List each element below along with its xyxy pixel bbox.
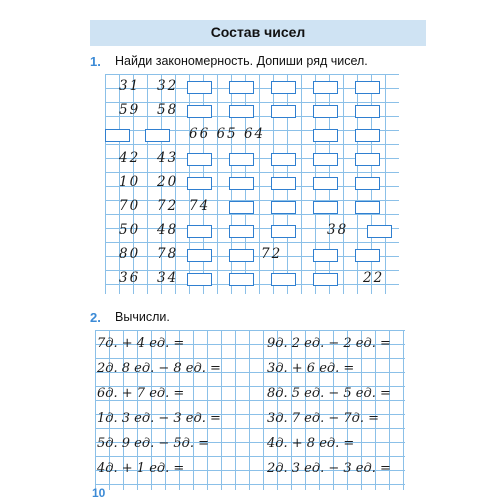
answer-box[interactable] (187, 177, 212, 190)
sequence-row (105, 198, 399, 220)
seq-value: 48 (157, 222, 179, 238)
answer-box[interactable] (355, 201, 380, 214)
sequence-row (105, 102, 399, 124)
seq-value: 78 (157, 246, 179, 262)
expression: 5д. 9 ед. − 5д. = (97, 436, 210, 451)
seq-value: 70 (119, 198, 141, 214)
answer-box[interactable] (187, 81, 212, 94)
answer-box[interactable] (271, 273, 296, 286)
sequence-row (105, 246, 399, 268)
answer-box[interactable] (271, 81, 296, 94)
expression: 6д. + 7 ед. = (97, 386, 185, 401)
answer-box[interactable] (105, 129, 130, 142)
expression: 8д. 5 ед. − 5 ед. = (267, 386, 391, 401)
sequence-row (105, 150, 399, 172)
seq-value: 31 (119, 78, 141, 94)
answer-box[interactable] (313, 153, 338, 166)
seq-value: 50 (119, 222, 141, 238)
answer-box[interactable] (355, 153, 380, 166)
seq-value: 32 (157, 78, 179, 94)
answer-box[interactable] (187, 249, 212, 262)
answer-box[interactable] (271, 201, 296, 214)
answer-box[interactable] (187, 225, 212, 238)
seq-value: 10 (119, 174, 141, 190)
seq-value: 72 (157, 198, 179, 214)
answer-box[interactable] (229, 177, 254, 190)
answer-box[interactable] (355, 129, 380, 142)
seq-value: 59 (119, 102, 141, 118)
seq-value: 66 65 64 (189, 126, 266, 142)
expression: 1д. 3 ед. − 3 ед. = (97, 411, 221, 426)
expression: 3д. + 6 ед. = (267, 361, 355, 376)
answer-box[interactable] (313, 81, 338, 94)
answer-box[interactable] (271, 105, 296, 118)
expression: 4д. + 8 ед. = (267, 436, 355, 451)
answer-box[interactable] (313, 249, 338, 262)
answer-box[interactable] (355, 81, 380, 94)
seq-value: 22 (363, 270, 385, 286)
expression: 2д. 3 ед. − 3 ед. = (267, 461, 391, 476)
expression: 7д. + 4 ед. = (97, 336, 185, 351)
seq-value: 72 (261, 246, 283, 262)
seq-value: 20 (157, 174, 179, 190)
answer-box[interactable] (313, 129, 338, 142)
answer-box[interactable] (271, 225, 296, 238)
answer-box[interactable] (313, 273, 338, 286)
seq-value: 42 (119, 150, 141, 166)
seq-value: 58 (157, 102, 179, 118)
answer-box[interactable] (229, 273, 254, 286)
expression: 3д. 7 ед. − 7д. = (267, 411, 380, 426)
seq-value: 38 (327, 222, 349, 238)
expression: 2д. 8 ед. − 8 ед. = (97, 361, 221, 376)
expression: 9д. 2 ед. − 2 ед. = (267, 336, 391, 351)
sequence-row (105, 78, 399, 100)
answer-box[interactable] (313, 201, 338, 214)
task-1-grid (105, 74, 399, 294)
section-header (90, 20, 426, 46)
answer-box[interactable] (229, 201, 254, 214)
sequence-row (105, 126, 399, 148)
seq-value: 34 (157, 270, 179, 286)
answer-box[interactable] (229, 81, 254, 94)
answer-box[interactable] (229, 249, 254, 262)
answer-box[interactable] (229, 105, 254, 118)
seq-value: 36 (119, 270, 141, 286)
section-title: Состав чисел (210, 24, 306, 40)
answer-box[interactable] (313, 105, 338, 118)
sequence-row (105, 270, 399, 292)
seq-value: 80 (119, 246, 141, 262)
task-2-number: 2. (90, 310, 101, 325)
answer-box[interactable] (271, 177, 296, 190)
sequence-row (105, 174, 399, 196)
task-1-instruction: Найди закономерность. Допиши ряд чисел. (115, 54, 368, 68)
task-1-number: 1. (90, 54, 101, 69)
page-number: 10 (92, 486, 106, 500)
answer-box[interactable] (313, 177, 338, 190)
seq-value: 74 (189, 198, 211, 214)
answer-box[interactable] (229, 225, 254, 238)
answer-box[interactable] (187, 105, 212, 118)
answer-box[interactable] (355, 105, 380, 118)
task-2-grid (95, 330, 405, 490)
seq-value: 43 (157, 150, 179, 166)
answer-box[interactable] (271, 153, 296, 166)
answer-box[interactable] (187, 153, 212, 166)
answer-box[interactable] (187, 273, 212, 286)
answer-box[interactable] (229, 153, 254, 166)
answer-box[interactable] (355, 249, 380, 262)
answer-box[interactable] (367, 225, 392, 238)
sequence-row (105, 222, 399, 244)
expression: 4д. + 1 ед. = (97, 461, 185, 476)
answer-box[interactable] (355, 177, 380, 190)
answer-box[interactable] (145, 129, 170, 142)
task-2-instruction: Вычисли. (115, 310, 170, 324)
